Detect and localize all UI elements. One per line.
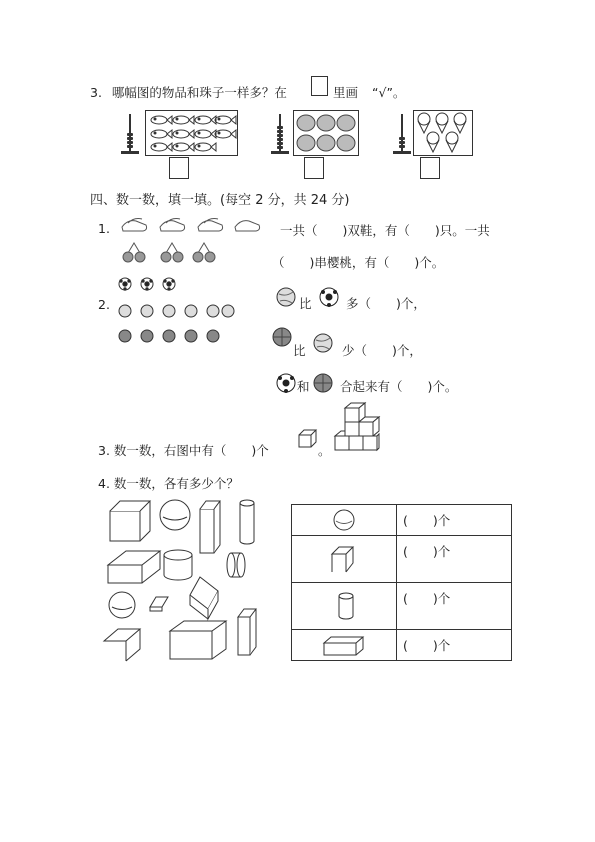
cuboid-icon — [170, 621, 226, 659]
table-answer-cell[interactable]: ( )个 — [397, 630, 512, 661]
table-answer-cell[interactable]: ( )个 — [397, 505, 512, 536]
abacus-bead — [277, 134, 283, 137]
q3b-text: 3. 数一数，右图中有（ )个 — [98, 443, 269, 458]
basketball-icon — [163, 330, 175, 342]
fish-icon — [195, 130, 216, 138]
q2-balls-grid — [118, 276, 228, 346]
cylinder-icon — [227, 553, 245, 577]
abacus-bead — [277, 138, 283, 141]
table-row — [292, 583, 512, 630]
icecream-group — [414, 111, 472, 155]
table-icon-cell — [292, 536, 397, 583]
q4-text: 4. 数一数，各有多少个？ — [98, 476, 239, 491]
tomato-icon — [317, 115, 335, 131]
cube-icon — [104, 629, 140, 661]
volleyball-icon — [312, 332, 334, 354]
abacus-bead — [277, 146, 283, 149]
icecream-icon — [436, 113, 448, 133]
cube-icon — [330, 544, 358, 576]
abacus-bead — [127, 141, 133, 144]
abacus-bead — [127, 133, 133, 136]
cube-icon — [297, 427, 317, 451]
table-icon-cell — [292, 583, 397, 630]
abacus-bead — [399, 141, 405, 144]
tomato-picture-frame — [293, 110, 359, 156]
q1-number: 1. — [98, 221, 110, 236]
shoes-icon — [160, 219, 185, 232]
cylinder-icon — [336, 591, 356, 623]
volleyball-icon — [222, 305, 234, 317]
abacus-bead — [277, 130, 283, 133]
abacus-bead — [127, 145, 133, 148]
q3-text-after: 里画 — [333, 85, 359, 100]
fish-icon — [173, 130, 194, 138]
q2-line3-total: 合起来有（ )个。 — [340, 379, 458, 394]
abacus-base — [393, 151, 411, 154]
fish-icon — [195, 143, 216, 151]
fish-icon — [173, 143, 194, 151]
tomato-icon — [297, 135, 315, 151]
cube-icon — [110, 501, 150, 541]
volleyball-row — [119, 305, 234, 317]
basketball-icon — [185, 330, 197, 342]
cuboid-icon — [238, 609, 256, 655]
basketball-row — [119, 330, 219, 342]
cuboid-icon — [108, 551, 160, 583]
abacus-bead — [127, 137, 133, 140]
tomato-icon — [317, 135, 335, 151]
q2-line1-compare: 比 — [299, 296, 312, 311]
q4-count-table — [291, 504, 512, 661]
q3-answer-box-1[interactable] — [169, 157, 189, 179]
abacus-base — [271, 151, 289, 154]
section4-title: 四、数一数，填一填。(每空 2 分，共 24 分) — [90, 193, 350, 208]
soccer-ball-icon — [141, 278, 153, 290]
fish-icon — [151, 130, 172, 138]
sphere-icon — [109, 592, 135, 618]
abacus-bead — [399, 145, 405, 148]
q2-line1-more: 多（ )个， — [346, 296, 426, 311]
table-row — [292, 505, 512, 536]
fish-icon — [151, 116, 172, 124]
volleyball-icon — [141, 305, 153, 317]
table-row — [292, 630, 512, 661]
cuboid-icon — [200, 501, 220, 553]
abacus-bead — [277, 142, 283, 145]
q3b-end: 。 — [318, 443, 331, 458]
volleyball-icon — [163, 305, 175, 317]
basketball-icon — [207, 330, 219, 342]
volleyball-icon — [119, 305, 131, 317]
sphere-icon — [332, 509, 356, 531]
q2-line2-compare: 比 — [293, 343, 306, 358]
q1-line2: （ )串樱桃，有（ )个。 — [272, 255, 445, 270]
soccer-ball-icon — [318, 286, 340, 308]
icecream-picture-frame — [413, 110, 473, 156]
q3-header — [90, 83, 287, 101]
soccer-ball-icon — [119, 278, 131, 290]
shoes-icon — [235, 221, 260, 231]
soccer-ball-icon — [163, 278, 175, 290]
soccer-ball-row — [119, 278, 175, 290]
volleyball-icon — [275, 286, 297, 308]
q4-shapes-collection — [100, 495, 275, 665]
fish-icon — [195, 116, 216, 124]
icecream-icon — [427, 132, 439, 152]
cylinder-icon — [240, 500, 254, 544]
volleyball-icon — [207, 305, 219, 317]
table-answer-cell[interactable]: ( )个 — [397, 536, 512, 583]
q2-line2-less: 少（ )个， — [342, 343, 422, 358]
q3-number: 3. — [90, 85, 102, 100]
cuboid-icon — [322, 635, 366, 657]
q2-line3-and: 和 — [297, 379, 310, 394]
icecream-icon — [454, 113, 466, 133]
tomato-icon — [297, 115, 315, 131]
abacus-base — [121, 151, 139, 154]
basketball-icon — [119, 330, 131, 342]
fish-icon — [173, 116, 194, 124]
cherries-icon — [193, 243, 215, 262]
stacked-cubes-figure — [333, 402, 385, 454]
fish-icon — [215, 130, 236, 138]
q3-answer-box-3[interactable] — [420, 157, 440, 179]
q1-line1: 一共（ )双鞋，有（ )只。一共 — [280, 223, 490, 238]
fish-icon — [151, 143, 172, 151]
tomato-icon — [337, 115, 355, 131]
fish-picture-frame — [145, 110, 238, 156]
table-row — [292, 536, 512, 583]
q2-number: 2. — [98, 297, 110, 312]
abacus-bead — [277, 126, 283, 129]
icecream-icon — [446, 132, 458, 152]
shoes-icon — [198, 219, 223, 232]
q3-text-before: 哪幅图的物品和珠子一样多？在 — [111, 85, 287, 100]
icecream-icon — [418, 113, 430, 133]
tomato-group — [294, 111, 358, 155]
cherries-icon — [161, 243, 183, 262]
volleyball-icon — [185, 305, 197, 317]
cherries-icon — [123, 243, 145, 262]
q1-pictures — [120, 215, 260, 275]
abacus-bead — [399, 137, 405, 140]
table-icon-cell — [292, 630, 397, 661]
shoes-icon — [122, 219, 147, 232]
soccer-ball-icon — [275, 372, 297, 394]
table-answer-cell[interactable]: ( )个 — [397, 583, 512, 630]
fish-icon — [215, 116, 236, 124]
basketball-icon — [312, 372, 334, 394]
basketball-icon — [141, 330, 153, 342]
cuboid-icon — [150, 597, 168, 611]
q3-answer-box-sample — [311, 76, 328, 96]
cube-icon — [190, 577, 218, 619]
cylinder-icon — [164, 550, 192, 580]
basketball-icon — [271, 326, 293, 348]
fish-group — [146, 111, 237, 155]
q3-check-text: “√”。 — [372, 85, 406, 100]
sphere-icon — [160, 500, 190, 530]
table-icon-cell — [292, 505, 397, 536]
q3-answer-box-2[interactable] — [304, 157, 324, 179]
tomato-icon — [337, 135, 355, 151]
